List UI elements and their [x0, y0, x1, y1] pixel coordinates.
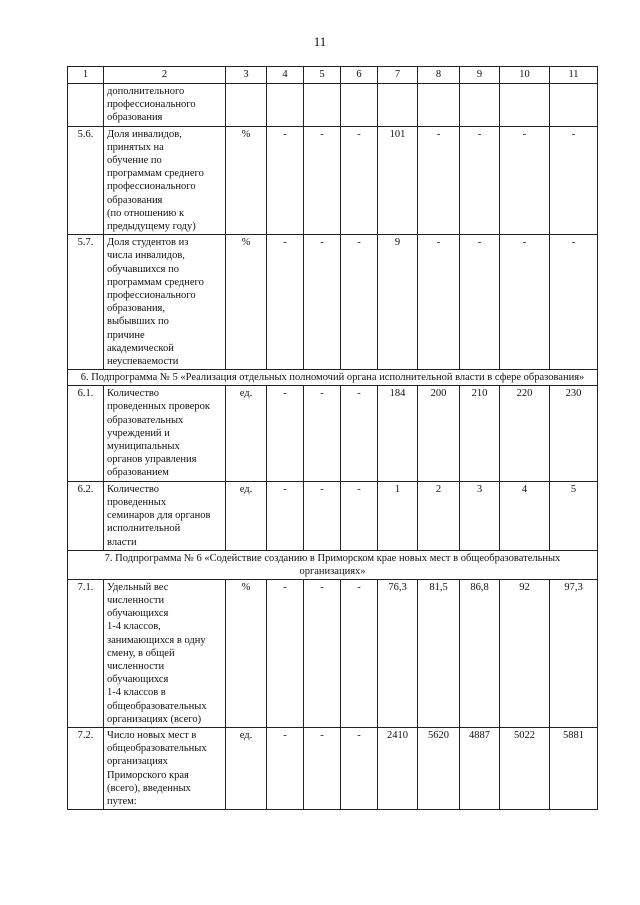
value-col-11: 5 — [550, 481, 598, 550]
value-col-10: - — [500, 126, 550, 235]
value-col-8: 2 — [418, 481, 460, 550]
section-title: 6. Подпрограмма № 5 «Реализация отдельных полномочий органа исполнительной власти в сфере образования» — [68, 370, 598, 386]
header-col-2: 2 — [104, 67, 226, 84]
value-col-8: - — [418, 126, 460, 235]
indicator-label: Удельный вес численности обучающихся 1-4 классов, занимающихся в одну смену, в общей численности обучающихся 1-4 классов в общеобразовательных организациях (всего) — [104, 579, 226, 727]
value-col-7: 9 — [378, 235, 418, 370]
unit-cell: ед. — [226, 386, 267, 481]
header-col-1: 1 — [68, 67, 104, 84]
indicators-table — [67, 66, 598, 810]
value-col-6: - — [341, 235, 378, 370]
table-row-7-1 — [68, 579, 598, 727]
table-row-7-2 — [68, 727, 598, 809]
table-row-6-2 — [68, 481, 598, 550]
row-number: 7.2. — [68, 727, 104, 809]
header-col-5: 5 — [304, 67, 341, 84]
value-col-11: 5881 — [550, 727, 598, 809]
header-col-3: 3 — [226, 67, 267, 84]
value-col-5: - — [304, 579, 341, 727]
table-row-5-7 — [68, 235, 598, 370]
header-col-10: 10 — [500, 67, 550, 84]
row-number — [68, 84, 104, 127]
header-row — [68, 67, 598, 84]
row-number: 7.1. — [68, 579, 104, 727]
unit-cell: % — [226, 126, 267, 235]
value-col-7 — [378, 84, 418, 127]
table-row-6-1 — [68, 386, 598, 481]
value-col-11: 97,3 — [550, 579, 598, 727]
value-col-11 — [550, 84, 598, 127]
value-col-10 — [500, 84, 550, 127]
value-col-7: 76,3 — [378, 579, 418, 727]
header-col-7: 7 — [378, 67, 418, 84]
value-col-9: - — [460, 126, 500, 235]
value-col-5 — [304, 84, 341, 127]
value-col-5: - — [304, 727, 341, 809]
page-number: 11 — [313, 34, 327, 49]
unit-cell: ед. — [226, 727, 267, 809]
header-col-11: 11 — [550, 67, 598, 84]
value-col-10: 4 — [500, 481, 550, 550]
value-col-10: - — [500, 235, 550, 370]
value-col-6 — [341, 84, 378, 127]
row-number: 6.1. — [68, 386, 104, 481]
value-col-9: 4887 — [460, 727, 500, 809]
value-col-7: 1 — [378, 481, 418, 550]
unit-cell — [226, 84, 267, 127]
value-col-7: 2410 — [378, 727, 418, 809]
row-number: 5.7. — [68, 235, 104, 370]
value-col-4: - — [267, 386, 304, 481]
row-number: 5.6. — [68, 126, 104, 235]
header-col-8: 8 — [418, 67, 460, 84]
value-col-4: - — [267, 235, 304, 370]
table-row-5-6 — [68, 126, 598, 235]
value-col-6: - — [341, 386, 378, 481]
value-col-10: 92 — [500, 579, 550, 727]
value-col-7: 101 — [378, 126, 418, 235]
value-col-9: 86,8 — [460, 579, 500, 727]
unit-cell: % — [226, 235, 267, 370]
value-col-5: - — [304, 235, 341, 370]
indicator-label: Число новых мест в общеобразовательных организациях Приморского края (всего), введенных путем: — [104, 727, 226, 809]
section-6-header — [68, 370, 598, 386]
indicator-label: Количество проведенных семинаров для органов исполнительной власти — [104, 481, 226, 550]
value-col-5: - — [304, 386, 341, 481]
value-col-8 — [418, 84, 460, 127]
value-col-8: 5620 — [418, 727, 460, 809]
value-col-6: - — [341, 126, 378, 235]
value-col-10: 220 — [500, 386, 550, 481]
value-col-5: - — [304, 481, 341, 550]
unit-cell: ед. — [226, 481, 267, 550]
value-col-6: - — [341, 727, 378, 809]
indicator-label: Доля инвалидов, принятых на обучение по программам среднего профессионального образования (по отношению к предыдущему году) — [104, 126, 226, 235]
value-col-10: 5022 — [500, 727, 550, 809]
value-col-6: - — [341, 579, 378, 727]
value-col-4: - — [267, 579, 304, 727]
value-col-9 — [460, 84, 500, 127]
value-col-11: - — [550, 126, 598, 235]
indicator-label: Количество проведенных проверок образовательных учреждений и муниципальных органов управления образованием — [104, 386, 226, 481]
indicator-label: дополнительного профессионального образования — [104, 84, 226, 127]
value-col-5: - — [304, 126, 341, 235]
value-col-6: - — [341, 481, 378, 550]
value-col-7: 184 — [378, 386, 418, 481]
value-col-4: - — [267, 727, 304, 809]
table-row-cont — [68, 84, 598, 127]
value-col-8: 200 — [418, 386, 460, 481]
value-col-9: - — [460, 235, 500, 370]
section-title: 7. Подпрограмма № 6 «Содействие созданию в Приморском крае новых мест в общеобразовательных организациях» — [68, 550, 598, 579]
indicator-label: Доля студентов из числа инвалидов, обучавшихся по программам среднего профессионального образования, выбывших по причине академической неуспеваемости — [104, 235, 226, 370]
section-7-header — [68, 550, 598, 579]
header-col-6: 6 — [341, 67, 378, 84]
header-col-4: 4 — [267, 67, 304, 84]
value-col-9: 210 — [460, 386, 500, 481]
value-col-8: - — [418, 235, 460, 370]
value-col-11: - — [550, 235, 598, 370]
value-col-4 — [267, 84, 304, 127]
header-col-9: 9 — [460, 67, 500, 84]
value-col-8: 81,5 — [418, 579, 460, 727]
value-col-9: 3 — [460, 481, 500, 550]
value-col-11: 230 — [550, 386, 598, 481]
unit-cell: % — [226, 579, 267, 727]
row-number: 6.2. — [68, 481, 104, 550]
value-col-4: - — [267, 126, 304, 235]
value-col-4: - — [267, 481, 304, 550]
